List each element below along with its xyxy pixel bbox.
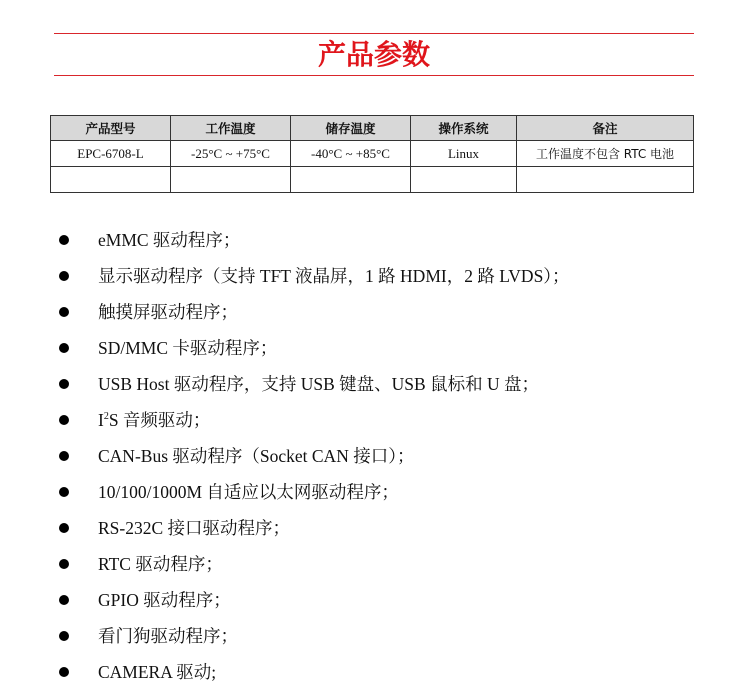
list-item-text <box>98 410 210 430</box>
header-model: 产品型号 <box>51 116 171 141</box>
cell-model: EPC-6708-L <box>51 141 171 167</box>
list-item-text: USB Host 驱动程序，支持 USB 键盘、USB 鼠标和 U 盘； <box>98 374 539 394</box>
list-item <box>0 618 570 654</box>
list-item <box>0 330 570 366</box>
header-remarks: 备注 <box>517 116 694 141</box>
list-item-text: SD/MMC 卡驱动程序； <box>98 338 278 358</box>
cell-operating-temp: -25°C ~ +75°C <box>171 141 291 167</box>
bullet-icon <box>59 631 69 641</box>
i2s-suffix: S 音频驱动； <box>108 410 211 430</box>
list-item-text: RTC 驱动程序； <box>98 554 223 574</box>
table-row <box>51 167 694 193</box>
list-item <box>0 510 570 546</box>
list-item <box>0 546 570 582</box>
bullet-icon <box>59 523 69 533</box>
bullet-icon <box>59 379 69 389</box>
list-item <box>0 474 570 510</box>
list-item <box>0 222 570 258</box>
title-top-rule <box>54 33 694 34</box>
table-row <box>51 141 694 167</box>
bullet-icon <box>59 667 69 677</box>
spec-table <box>50 115 694 193</box>
bullet-icon <box>59 271 69 281</box>
list-item-text: RS-232C 接口驱动程序； <box>98 518 291 538</box>
bullet-icon <box>59 235 69 245</box>
cell-empty <box>291 167 411 193</box>
bullet-icon <box>59 559 69 569</box>
list-item-text: 看门狗驱动程序； <box>98 626 238 646</box>
header-operating-temp: 工作温度 <box>171 116 291 141</box>
list-item <box>0 294 570 330</box>
bullet-icon <box>59 487 69 497</box>
list-item-text: 触摸屏驱动程序； <box>98 302 238 322</box>
bullet-icon <box>59 415 69 425</box>
i2s-prefix: I <box>98 410 104 430</box>
header-os: 操作系统 <box>411 116 517 141</box>
i2s-superscript: 2 <box>103 411 109 423</box>
list-item-text: GPIO 驱动程序； <box>98 590 231 610</box>
list-item <box>0 258 570 294</box>
list-item-text: 10/100/1000M 自适应以太网驱动程序； <box>98 482 399 502</box>
list-item-text: 显示驱动程序（支持 TFT 液晶屏，1 路 HDMI，2 路 LVDS）； <box>98 266 570 286</box>
list-item <box>0 654 570 690</box>
table-header-row <box>51 116 694 141</box>
list-item-text: eMMC 驱动程序； <box>98 230 241 250</box>
cell-empty <box>171 167 291 193</box>
bullet-icon <box>59 307 69 317</box>
title-bottom-rule <box>54 75 694 76</box>
cell-os: Linux <box>411 141 517 167</box>
list-item-text: CAN-Bus 驱动程序（Socket CAN 接口）； <box>98 446 415 466</box>
cell-empty <box>51 167 171 193</box>
list-item <box>0 402 570 438</box>
bullet-icon <box>59 451 69 461</box>
feature-list <box>0 222 570 690</box>
list-item <box>0 366 570 402</box>
bullet-icon <box>59 343 69 353</box>
cell-remarks: 工作温度不包含 RTC 电池 <box>517 141 694 167</box>
cell-empty <box>517 167 694 193</box>
bullet-icon <box>59 595 69 605</box>
header-storage-temp: 储存温度 <box>291 116 411 141</box>
cell-empty <box>411 167 517 193</box>
cell-storage-temp: -40°C ~ +85°C <box>291 141 411 167</box>
list-item <box>0 438 570 474</box>
section-title: 产品参数 <box>317 38 430 71</box>
list-item <box>0 582 570 618</box>
list-item-text: CAMERA 驱动; <box>98 662 217 682</box>
